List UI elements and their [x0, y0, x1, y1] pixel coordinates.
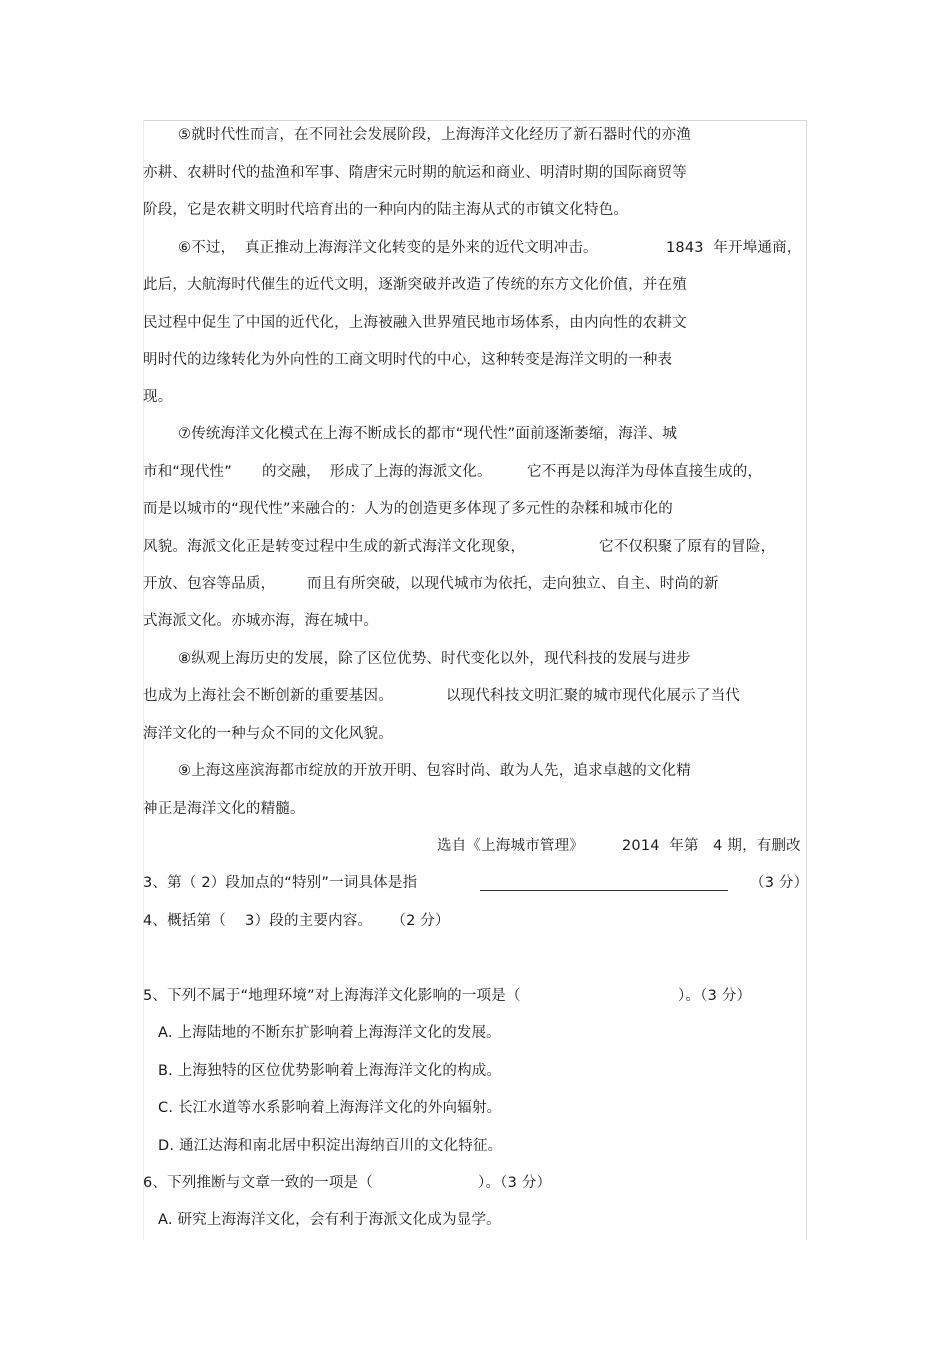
p7-line-5a: 开放、包容等品质，: [143, 576, 276, 592]
source-issue: 2014 年第 4 期，有删改: [622, 838, 801, 854]
q5-stem: 5、下列不属于“地理环境”对上海海洋文化影响的一项是（: [143, 988, 521, 1004]
q4-text: 4、概括第（ 3）段的主要内容。 （2 分）: [143, 913, 450, 929]
p7-line-3: 而是以城市的“现代性”来融合的：人为的创造更多体现了多元性的杂糅和城市化的: [143, 501, 673, 517]
q6-stem-score: ）。（3 分）: [478, 1175, 552, 1191]
q5-option-d[interactable]: D. 通江达海和南北居中积淀出海纳百川的文化特征。: [158, 1138, 503, 1154]
q3-text: 3、第（ 2）段加点的“特别”一词具体是指: [143, 875, 418, 891]
p7-line-2c: 形成了上海的海派文化。: [330, 464, 492, 480]
p7-line-6: 式海派文化。亦城亦海，海在城中。: [143, 613, 379, 629]
p8-line-1: ⑧纵观上海历史的发展，除了区位优势、时代变化以外，现代科技的发展与进步: [178, 651, 691, 667]
q5-option-a[interactable]: A. 上海陆地的不断东扩影响着上海海洋文化的发展。: [158, 1025, 501, 1041]
p7-line-2a: 市和“现代性”: [143, 464, 232, 480]
p5-line-2: 亦耕、农耕时代的盐渔和军事、隋唐宋元时期的航运和商业、明清时期的国际商贸等: [143, 165, 687, 181]
p7-line-5b: 而且有所突破，以现代城市为依托，走向独立、自主、时尚的新: [307, 576, 719, 592]
q5-option-b[interactable]: B. 上海独特的区位优势影响着上海海洋文化的构成。: [158, 1063, 502, 1079]
p7-line-4a: 风貌。海派文化正是转变过程中生成的新式海洋文化现象，: [143, 539, 526, 555]
p8-line-2a: 也成为上海社会不断创新的重要基因。: [143, 688, 393, 704]
p9-line-2: 神正是海洋文化的精髓。: [143, 801, 305, 817]
q6-option-a[interactable]: A. 研究上海海洋文化，会有利于海派文化成为显学。: [158, 1212, 501, 1228]
p9-line-1: ⑨上海这座滨海都市绽放的开放开明、包容时尚、敢为人先，追求卓越的文化精: [178, 763, 691, 779]
q3-score: （3 分）: [750, 875, 809, 891]
p6-line-3: 民过程中促生了中国的近代化，上海被融入世界殖民地市场体系，由内向性的农耕文: [143, 315, 687, 331]
p7-line-4b: 它不仅积聚了原有的冒险，: [599, 539, 776, 555]
p8-line-2b: 以现代科技文明汇聚的城市现代化展示了当代: [446, 688, 740, 704]
p7-line-1: ⑦传统海洋文化模式在上海不断成长的都市“现代性”面前逐渐萎缩，海洋、城: [178, 426, 678, 442]
p6-line-4: 明时代的边缘转化为外向性的工商文明时代的中心，这种转变是海洋文明的一种表: [143, 352, 673, 368]
p5-line-3: 阶段，它是农耕文明时代培育出的一种向内的陆主海从式的市镇文化特色。: [143, 202, 629, 218]
p6-line-5: 现。: [143, 389, 173, 405]
p7-line-2d: 它不再是以海洋为母体直接生成的，: [527, 464, 763, 480]
q6-stem: 6、下列推断与文章一致的一项是（: [143, 1175, 373, 1191]
q3-answer-blank[interactable]: [480, 874, 728, 893]
p6-line-2: 此后，大航海时代催生的近代文明，逐渐突破并改造了传统的东方文化价值，并在殖: [143, 277, 687, 293]
p6-line-1a: ⑥不过， 真正推动上海海洋文化转变的是外来的近代文明冲击。: [178, 240, 598, 256]
p8-line-3: 海洋文化的一种与众不同的文化风貌。: [143, 726, 393, 742]
q5-stem-score: ）。（3 分）: [678, 988, 752, 1004]
p6-line-1b: 1843 年开埠通商，: [666, 240, 802, 256]
p7-line-2b: 的交融，: [262, 464, 321, 480]
q5-option-c[interactable]: C. 长江水道等水系影响着上海海洋文化的外向辐射。: [158, 1100, 502, 1116]
source-title: 选自《上海城市管理》: [437, 838, 584, 854]
p5-line-1: ⑤就时代性而言，在不同社会发展阶段，上海海洋文化经历了新石器时代的亦渔: [178, 127, 691, 143]
